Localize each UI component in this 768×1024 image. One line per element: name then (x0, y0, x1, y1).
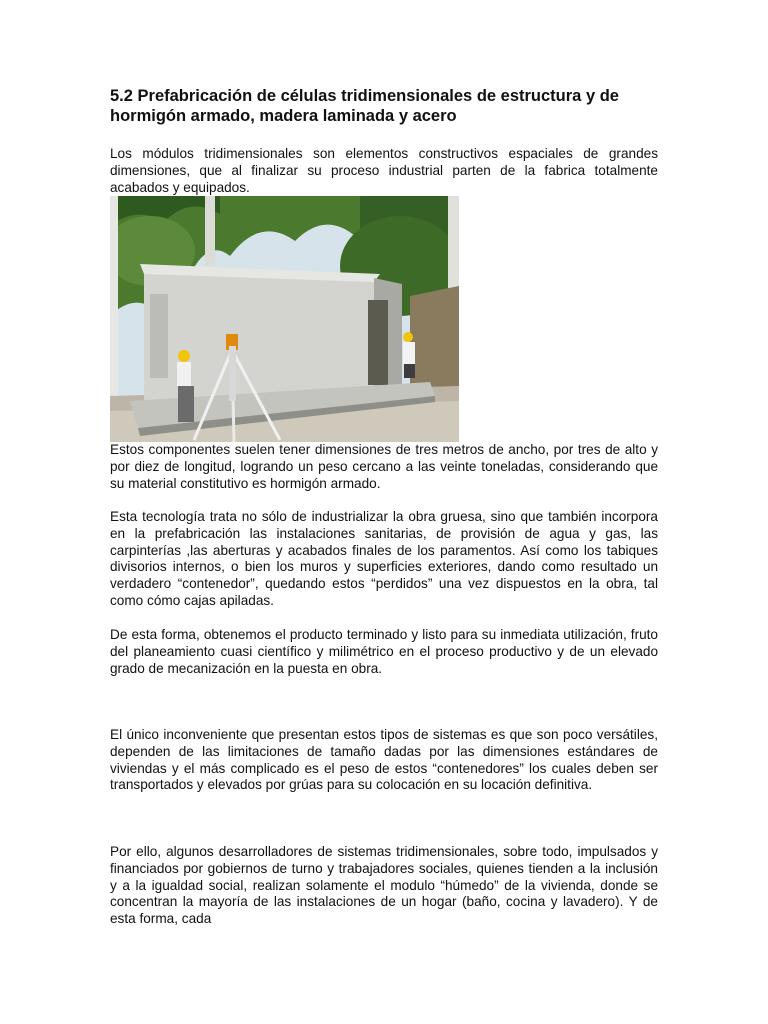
prefab-module-photo (110, 196, 459, 442)
paragraph-5: El único inconveniente que presentan estos tipos de sistemas es que son poco versátiles, dependen de las limitaciones de tamaño dadas por las dimensiones estándares de viviendas y el más complicado es el peso de estos “contenedores” los cuales deben ser transportados y elevados por grúas para su colocación en su locación definitiva. (110, 727, 658, 793)
paragraph-4: De esta forma, obtenemos el producto terminado y listo para su inmediata utilización, fruto del planeamiento cuasi científico y milimétrico en el proceso productivo y de un elevado grado de mecanización en la puesta en obra. (110, 627, 658, 676)
paragraph-2: Estos componentes suelen tener dimensiones de tres metros de ancho, por tres de alto y por diez de longitud, logrando un peso cercano a las veinte toneladas, considerando que su material constitutivo es hormigón armado. (110, 442, 658, 491)
paragraph-6: Por ello, algunos desarrolladores de sistemas tridimensionales, sobre todo, impulsados y financiados por gobiernos de turno y trabajadores sociales, quienes tienden a la inclusión y a la igualdad social, realizan solamente el modulo “húmedo” de la vivienda, donde se concentran la mayoría de las instalaciones de un hogar (baño, cocina y lavadero). Y de esta forma, cada (110, 844, 658, 927)
paragraph-3: Esta tecnología trata no sólo de industrializar la obra gruesa, sino que también incorpora en la prefabricación las instalaciones sanitarias, de provisión de agua y gas, las carpinterías ,las aberturas y acabados finales de los paramentos. Así como los tabiques divisorios internos, o bien los muros y superficies exteriores, dando como resultado un verdadero “contenedor”, quedando estos “perdidos” una vez dispuestos en la obra, tal como cómo cajas apiladas. (110, 509, 658, 608)
paragraph-1: Los módulos tridimensionales son elementos constructivos espaciales de grandes dimensiones, que al finalizar su proceso industrial parten de la fabrica totalmente acabados y equipados. (110, 146, 658, 195)
section-heading: 5.2 Prefabricación de células tridimensionales de estructura y de hormigón armado, madera laminada y acero (110, 87, 619, 125)
